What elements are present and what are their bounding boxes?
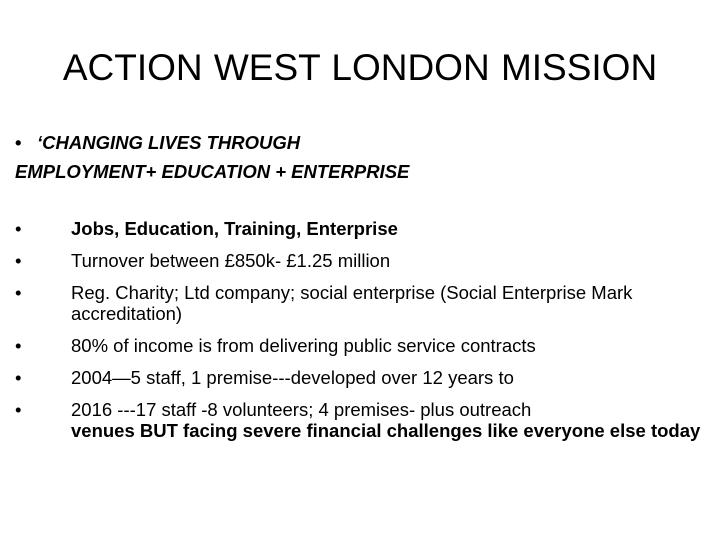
intro-block bbox=[15, 128, 675, 186]
intro-line-2: EMPLOYMENT+ EDUCATION + ENTERPRISE bbox=[15, 161, 410, 182]
bullet-marker: • bbox=[15, 282, 22, 303]
list-item-text: 80% of income is from delivering public service contracts bbox=[71, 335, 536, 356]
list-item-text: 2004—5 staff, 1 premise---developed over 12 years to bbox=[71, 367, 514, 388]
list-item-text-bold: venues BUT facing severe financial challenges like everyone else today bbox=[71, 420, 701, 441]
list-item-text bbox=[71, 399, 705, 441]
bullet-marker: • bbox=[15, 250, 22, 271]
list-item-text: Turnover between £850k- £1.25 million bbox=[71, 250, 391, 271]
bullet-marker: • bbox=[15, 218, 22, 239]
bullet-marker: • bbox=[15, 367, 22, 388]
list-item bbox=[15, 399, 705, 441]
bullet-marker: • bbox=[15, 399, 22, 420]
list-item bbox=[15, 218, 705, 239]
bullet-list bbox=[15, 218, 705, 452]
list-item bbox=[15, 250, 705, 271]
list-item bbox=[15, 282, 705, 324]
list-item-text: Reg. Charity; Ltd company; social enterprise (Social Enterprise Mark accreditation) bbox=[71, 282, 633, 324]
list-item bbox=[15, 367, 705, 388]
list-item-text: Jobs, Education, Training, Enterprise bbox=[71, 218, 398, 239]
list-item-text-regular: 2016 ---17 staff -8 volunteers; 4 premises- plus outreach bbox=[71, 399, 532, 420]
bullet-marker: • bbox=[15, 132, 22, 153]
intro-text-1: ‘CHANGING LIVES THROUGH bbox=[37, 132, 301, 153]
intro-line-1 bbox=[15, 128, 675, 157]
bullet-marker: • bbox=[15, 335, 22, 356]
list-item bbox=[15, 335, 705, 356]
slide-title: ACTION WEST LONDON MISSION bbox=[62, 47, 658, 88]
